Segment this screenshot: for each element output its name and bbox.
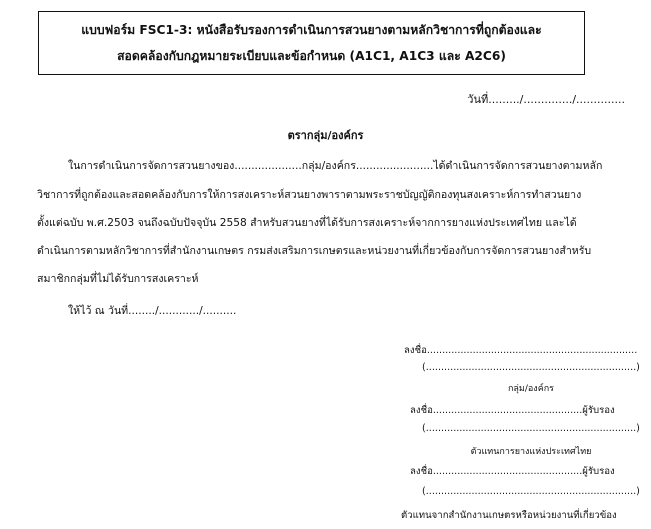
name-line-rubber-authority: (.....................................................................): [422, 423, 640, 434]
name-line-group: (.....................................................................): [422, 362, 640, 373]
name-line-agriculture-office: (.....................................................................): [422, 486, 640, 497]
signature-line-group: ลงชื่อ.....................................................................: [404, 345, 638, 356]
form-title-line-2: สอดคล้องกับกฎหมายระเบียบและข้อกำหนด (A1C1, A1C3 และ A2C6): [117, 49, 506, 63]
form-title-box: [38, 11, 585, 75]
form-title-line-1: แบบฟอร์ม FSC1-3: หนังสือรับรองการดำเนินการสวนยางตามหลักวิชาการที่ถูกต้องและ: [81, 23, 542, 37]
signature-line-rubber-authority: ลงชื่อ.................................................ผู้รับรอง: [410, 405, 615, 416]
body-line-1: ในการดำเนินการจัดการสวนยางของ....................กลุ่ม/องค์กร.......................ได้ดำเนินการจัดการสวนยางตามหลัก: [68, 160, 603, 172]
body-line-3: ตั้งแต่ฉบับ พ.ศ.2503 จนถึงฉบับปัจจุบัน 2558 สำหรับสวนยางที่ได้รับการสงเคราะห์จากการยางแห่งประเทศไทย และได้: [37, 217, 577, 229]
role-rubber-authority: ตัวแทนการยางแห่งประเทศไทย: [470, 447, 592, 457]
seal-heading: ตรากลุ่ม/องค์กร: [287, 129, 364, 142]
body-line-4: ดำเนินการตามหลักวิชาการที่สำนักงานเกษตร กรมส่งเสริมการเกษตรและหน่วยงานที่เกี่ยวข้องกับการจัดการสวนยางสำหรับ: [37, 245, 592, 257]
date-line: วันที่........./............../..............: [467, 93, 625, 106]
body-line-5: สมาชิกกลุ่มที่ไม่ได้รับการสงเคราะห์: [37, 273, 199, 285]
body-line-2: วิชาการที่ถูกต้องและสอดคล้องกับการให้การสงเคราะห์สวนยางพาราตามพระราชบัญญัติกองทุนสงเคราะห์การทำสวนยาง: [37, 189, 582, 201]
given-date-line: ให้ไว้ ณ วันที่......../............/..........: [68, 305, 237, 317]
signature-line-agriculture-office: ลงชื่อ.................................................ผู้รับรอง: [410, 466, 615, 477]
role-group: กลุ่ม/องค์กร: [507, 384, 555, 394]
role-agriculture-office: ตัวแทนจากสำนักงานเกษตรหรือหน่วยงานที่เกี่ยวข้อง: [401, 510, 617, 521]
